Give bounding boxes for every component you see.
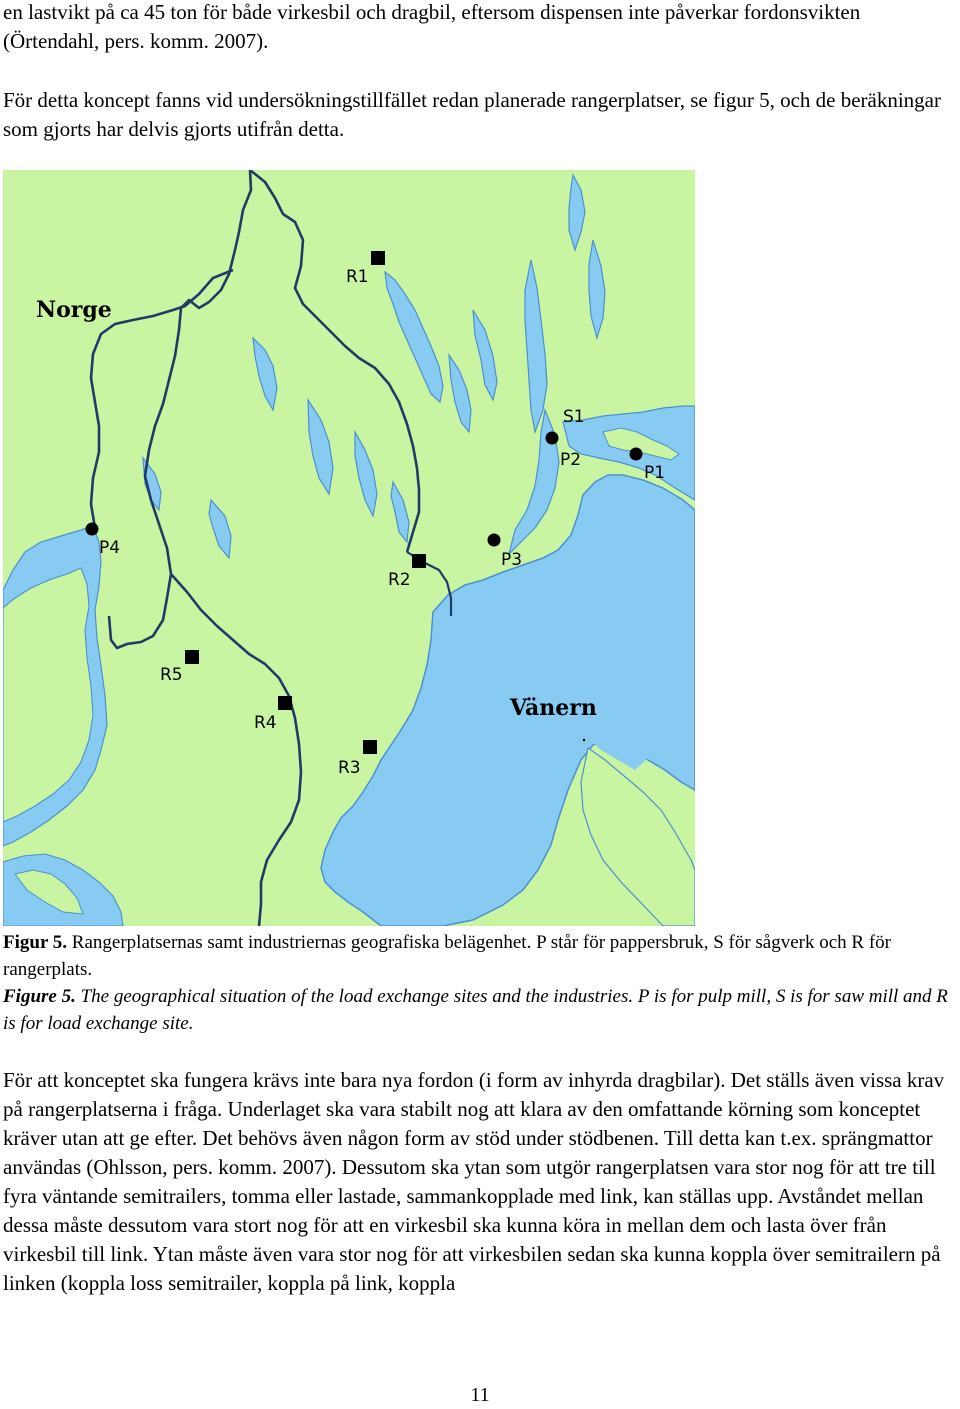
label-s1: S1 bbox=[563, 407, 585, 427]
marker-r5 bbox=[185, 650, 199, 664]
label-norge: Norge bbox=[36, 297, 112, 323]
page-number: 11 bbox=[470, 1384, 490, 1406]
marker-s1 bbox=[546, 432, 559, 445]
label-r1: R1 bbox=[346, 267, 369, 287]
label-vanern: Vänern bbox=[510, 695, 597, 721]
label-r2: R2 bbox=[388, 570, 411, 590]
body-paragraph: För att konceptet ska fungera krävs inte bara nya fordon (i form av inhyrda dragbilar). Det ställs även vissa krav på rangerplatserna i fråga. Underlaget ska vara stabilt nog att klara av den omfattande körning som konceptet kräver utan att ge efter. Det behövs även någon form av stöd under stödbenen. Till detta kan t.ex. sprängmattor användas (Ohlsson, pers. komm. 2007). Dessutom ska ytan som utgör rangerplatsen vara stor nog för att tre till fyra väntande semitrailers, tomma eller lastade, sammankopplade med link, kan ställas upp. Avståndet mellan dessa måste dessutom vara stort nog för att en virkesbil ska kunna köra in mellan dem och lasta över från virkesbil till link. Ytan måste även vara stor nog för att virkesbilen sedan ska kunna koppla över semitrailern på linken (koppla loss semitrailer, koppla på link, koppla bbox=[3, 1068, 945, 1295]
marker-p1 bbox=[630, 448, 643, 461]
marker-r4 bbox=[278, 696, 292, 710]
figure-5-map bbox=[3, 170, 695, 926]
marker-p4 bbox=[86, 523, 99, 536]
caption-text-en: The geographical situation of the load exchange sites and the industries. P is for pulp mill, S is for saw mill and R is for load exchange site. bbox=[3, 986, 948, 1034]
marker-r2 bbox=[412, 554, 426, 568]
marker-r3 bbox=[363, 740, 377, 754]
marker-r1 bbox=[371, 251, 385, 265]
label-p3: P3 bbox=[501, 550, 523, 570]
caption-text-sv: Rangerplatsernas samt industriernas geografiska belägenhet. P står för pappersbruk, S för sågverk och R för rangerplats. bbox=[3, 932, 892, 980]
caption-label-sv: Figur 5. bbox=[3, 932, 68, 953]
intro-paragraph-1: en lastvikt på ca 45 ton för både virkesbil och dragbil, eftersom dispensen inte påverkar fordonsvikten (Örtendahl, pers. komm. 2007). bbox=[3, 0, 861, 53]
label-r5: R5 bbox=[160, 665, 183, 685]
intro-paragraph-2: För detta koncept fanns vid undersökningstillfället redan planerade rangerplatser, se figur 5, och de beräkningar som gjorts har delvis gjorts utifrån detta. bbox=[3, 88, 941, 141]
label-r3: R3 bbox=[338, 758, 361, 778]
label-p1: P1 bbox=[644, 463, 666, 483]
marker-p3 bbox=[488, 534, 501, 547]
figure-caption-english bbox=[3, 983, 958, 1037]
label-p2: P2 bbox=[560, 450, 582, 470]
caption-label-en: Figure 5. bbox=[3, 986, 76, 1007]
label-r4: R4 bbox=[254, 713, 277, 733]
label-p4: P4 bbox=[99, 538, 121, 558]
figure-caption-swedish bbox=[3, 929, 958, 983]
